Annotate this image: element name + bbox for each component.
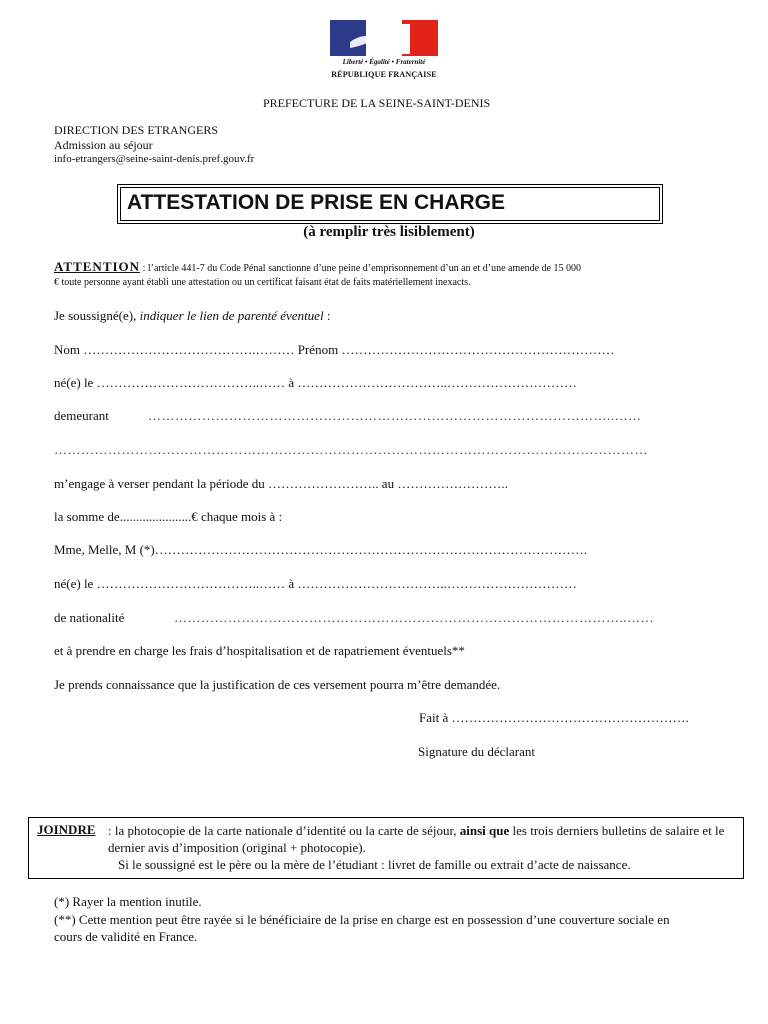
connaissance-line: Je prends connaissance que la justification de ces versement pourra m’être demandée. [54, 677, 501, 692]
demeurant-label: demeurant [54, 408, 109, 423]
beneficiary-birth-field[interactable]: né(e) le ………………………………..…… à ……………………………..………………………… [54, 576, 577, 591]
marianne-profile-icon [350, 22, 410, 56]
intro-line: Je soussigné(e), indiquer le lien de parenté éventuel : [54, 308, 331, 323]
address-field[interactable]: …………………………………………………………………………………………..…… [148, 408, 642, 423]
marianne-logo [330, 20, 438, 84]
note-1: (*) Rayer la mention inutile. [54, 894, 202, 909]
attention-text: : l’article 441-7 du Code Pénal sanctionne d’une peine d’emprisonnement d’un an et d’une amende de 15 000 [140, 263, 582, 274]
page-title: ATTESTATION DE PRISE EN CHARGE [127, 191, 506, 214]
joindre-line2: Si le soussigné est le père ou la mère de l’étudiant : livret de famille ou extrait d’acte de naissance. [118, 857, 631, 872]
joindre-bold: ainsi que [459, 823, 510, 838]
direction-name: DIRECTION DES ETRANGERS [54, 123, 218, 137]
nationality-field[interactable]: ………………………………………………………………………………………..…… [174, 610, 654, 625]
attention-label: ATTENTION [54, 259, 141, 274]
birth-field[interactable]: né(e) le ………………………………..…… à ……………………………..………………………… [54, 375, 577, 390]
place-field[interactable]: Fait à ………………………………………………. [419, 710, 689, 725]
amount-field[interactable]: la somme de......................€ chaque mois à : [54, 509, 283, 524]
joindre-label: JOINDRE [37, 822, 96, 837]
nom-prenom-field[interactable]: Nom ………………………………….……… Prénom ……………………………………………………… [54, 342, 615, 357]
prefecture-name: PREFECTURE DE LA SEINE-SAINT-DENIS [263, 96, 491, 110]
signature-label: Signature du déclarant [418, 744, 535, 759]
republic-name: RÉPUBLIQUE FRANÇAISE [331, 70, 437, 79]
page-subtitle: (à remplir très lisiblement) [303, 224, 475, 240]
frais-line: et à prendre en charge les frais d’hospitalisation et de rapatriement éventuels** [54, 643, 465, 658]
tricolor-flag-icon [330, 20, 438, 56]
nationality-label: de nationalité [54, 610, 125, 625]
joindre-text: : la photocopie de la carte nationale d’identité ou la carte de séjour, ainsi que les trois derniers bulletins de salaire et le dernier avis d’imposition (original + photocopie). Si le soussigné est le père ou la mère de l’étudiant : livret de famille ou extrait d’acte de naissance. [108, 823, 725, 872]
republic-motto: Liberté • Égalité • Fraternité [342, 58, 426, 66]
service-name: Admission au séjour [54, 138, 153, 152]
title-box [117, 184, 663, 224]
intro-italic: indiquer le lien de parenté éventuel [139, 308, 324, 323]
beneficiary-field[interactable]: Mme, Melle, M (*)………………………………………………………………………………………. [54, 542, 587, 557]
note-2: (**) Cette mention peut être rayée si le bénéficiaire de la prise en charge est en possession d’une couverture sociale en cours de validité en France. [54, 912, 670, 944]
attention-text-2: € toute personne ayant établi une attestation ou un certificat faisant état de faits matériellement inexacts. [54, 277, 471, 288]
attention-notice [54, 260, 724, 290]
period-field[interactable]: m’engage à verser pendant la période du …………………….. au …………………….. [54, 476, 508, 491]
contact-email[interactable]: info-etrangers@seine-saint-denis.pref.gouv.fr [54, 153, 255, 165]
address-field-2[interactable]: …………………………………………………………………………………………………………………… [54, 442, 648, 457]
joindre-box [28, 817, 744, 879]
